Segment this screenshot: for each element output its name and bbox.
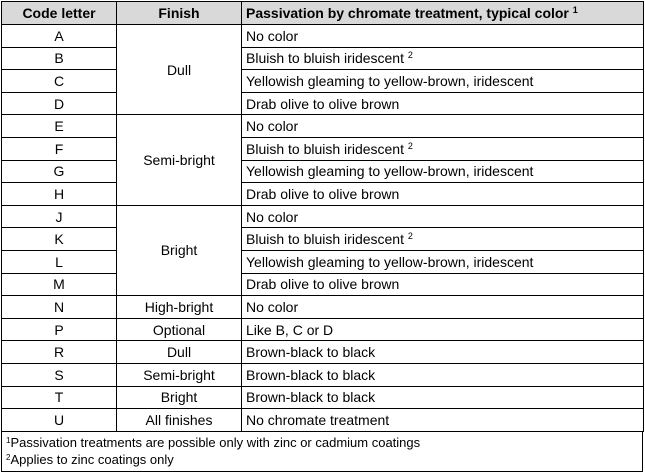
table-row — [2, 296, 644, 319]
passivation-text: No chromate treatment — [246, 411, 390, 428]
table-row — [2, 273, 644, 296]
passivation-text: No color — [246, 118, 299, 135]
passivation-cell — [242, 137, 644, 160]
passivation-cell — [242, 47, 644, 70]
passivation-text: No color — [246, 208, 299, 225]
passivation-cell — [242, 341, 644, 364]
passivation-cell — [242, 115, 644, 138]
passivation-text: Yellowish gleaming to yellow-brown, iridescent — [246, 253, 534, 270]
finish-cell: Semi-bright — [117, 363, 242, 386]
table-row — [2, 92, 644, 115]
table-body — [2, 25, 644, 432]
header-passivation-label: Passivation by chromate treatment, typical color — [246, 5, 569, 21]
passivation-cell — [242, 318, 644, 341]
passivation-text: Drab olive to olive brown — [246, 276, 400, 293]
passivation-cell — [242, 92, 644, 115]
code-letter-cell: T — [2, 386, 117, 409]
passivation-text: Bluish to bluish iridescent — [246, 50, 404, 67]
passivation-text: Drab olive to olive brown — [246, 95, 400, 112]
passivation-cell — [242, 363, 644, 386]
passivation-text: Brown-black to black — [246, 389, 376, 406]
table-row — [2, 341, 644, 364]
passivation-cell — [242, 205, 644, 228]
code-letter-cell: E — [2, 115, 117, 138]
passivation-cell — [242, 273, 644, 296]
passivation-cell — [242, 250, 644, 273]
table-row — [2, 205, 644, 228]
code-letter-cell: H — [2, 183, 117, 206]
code-letter-cell: D — [2, 92, 117, 115]
footnote-number: 2 — [6, 452, 11, 462]
footnote-marker: 2 — [407, 231, 413, 242]
passivation-text: Bluish to bluish iridescent — [246, 140, 404, 157]
footnote-marker: 2 — [407, 50, 413, 61]
code-letter-cell: N — [2, 296, 117, 319]
code-letter-cell: S — [2, 363, 117, 386]
table-row — [2, 137, 644, 160]
passivation-text: Brown-black to black — [246, 344, 376, 361]
finish-cell: High-bright — [117, 296, 242, 319]
code-letter-cell: A — [2, 25, 117, 48]
finish-cell: Dull — [117, 341, 242, 364]
passivation-cell — [242, 183, 644, 206]
table-row — [2, 183, 644, 206]
code-letter-cell: L — [2, 250, 117, 273]
finish-cell: Bright — [117, 205, 242, 295]
table-row — [2, 47, 644, 70]
code-letter-cell: U — [2, 409, 117, 432]
passivation-text: Brown-black to black — [246, 366, 376, 383]
header-passivation — [242, 2, 644, 25]
footnote-number: 1 — [6, 435, 11, 445]
passivation-text: Like B, C or D — [246, 321, 334, 338]
table-row — [2, 363, 644, 386]
code-letter-cell: G — [2, 160, 117, 183]
table-row — [2, 409, 644, 432]
footnote-marker: 1 — [572, 5, 578, 15]
passivation-cell — [242, 25, 644, 48]
table-row — [2, 25, 644, 48]
passivation-text: Yellowish gleaming to yellow-brown, iridescent — [246, 72, 534, 89]
passivation-cell — [242, 296, 644, 319]
finish-cell: Optional — [117, 318, 242, 341]
code-letter-cell: P — [2, 318, 117, 341]
passivation-text: Drab olive to olive brown — [246, 185, 400, 202]
passivation-cell — [242, 160, 644, 183]
table-row — [2, 250, 644, 273]
code-letter-table-container — [1, 1, 643, 472]
code-letter-cell: R — [2, 341, 117, 364]
code-letter-table — [1, 1, 644, 432]
header-code-letter: Code letter — [2, 2, 117, 25]
code-letter-cell: K — [2, 228, 117, 251]
table-row — [2, 160, 644, 183]
code-letter-cell: F — [2, 137, 117, 160]
table-row — [2, 228, 644, 251]
table-row — [2, 386, 644, 409]
table-row — [2, 318, 644, 341]
header-finish: Finish — [117, 2, 242, 25]
table-row — [2, 70, 644, 93]
code-letter-cell: C — [2, 70, 117, 93]
passivation-cell — [242, 228, 644, 251]
finish-cell: Dull — [117, 25, 242, 115]
footnote-text: Applies to zinc coatings only — [10, 451, 174, 467]
passivation-text: No color — [246, 27, 299, 44]
code-letter-cell: B — [2, 47, 117, 70]
table-header-row — [2, 2, 644, 25]
passivation-cell — [242, 386, 644, 409]
passivation-text: Yellowish gleaming to yellow-brown, iridescent — [246, 163, 534, 180]
passivation-text: Bluish to bluish iridescent — [246, 231, 404, 248]
passivation-text: No color — [246, 298, 299, 315]
finish-cell: Semi-bright — [117, 115, 242, 205]
code-letter-cell: J — [2, 205, 117, 228]
passivation-cell — [242, 70, 644, 93]
footnote-text: Passivation treatments are possible only with zinc or cadmium coatings — [10, 434, 421, 450]
finish-cell: All finishes — [117, 409, 242, 432]
footnote-marker: 2 — [407, 140, 413, 151]
table-row — [2, 115, 644, 138]
footnotes — [1, 432, 643, 472]
footnote-line — [6, 434, 638, 451]
passivation-cell — [242, 409, 644, 432]
code-letter-cell: M — [2, 273, 117, 296]
finish-cell: Bright — [117, 386, 242, 409]
footnote-line — [6, 451, 638, 468]
